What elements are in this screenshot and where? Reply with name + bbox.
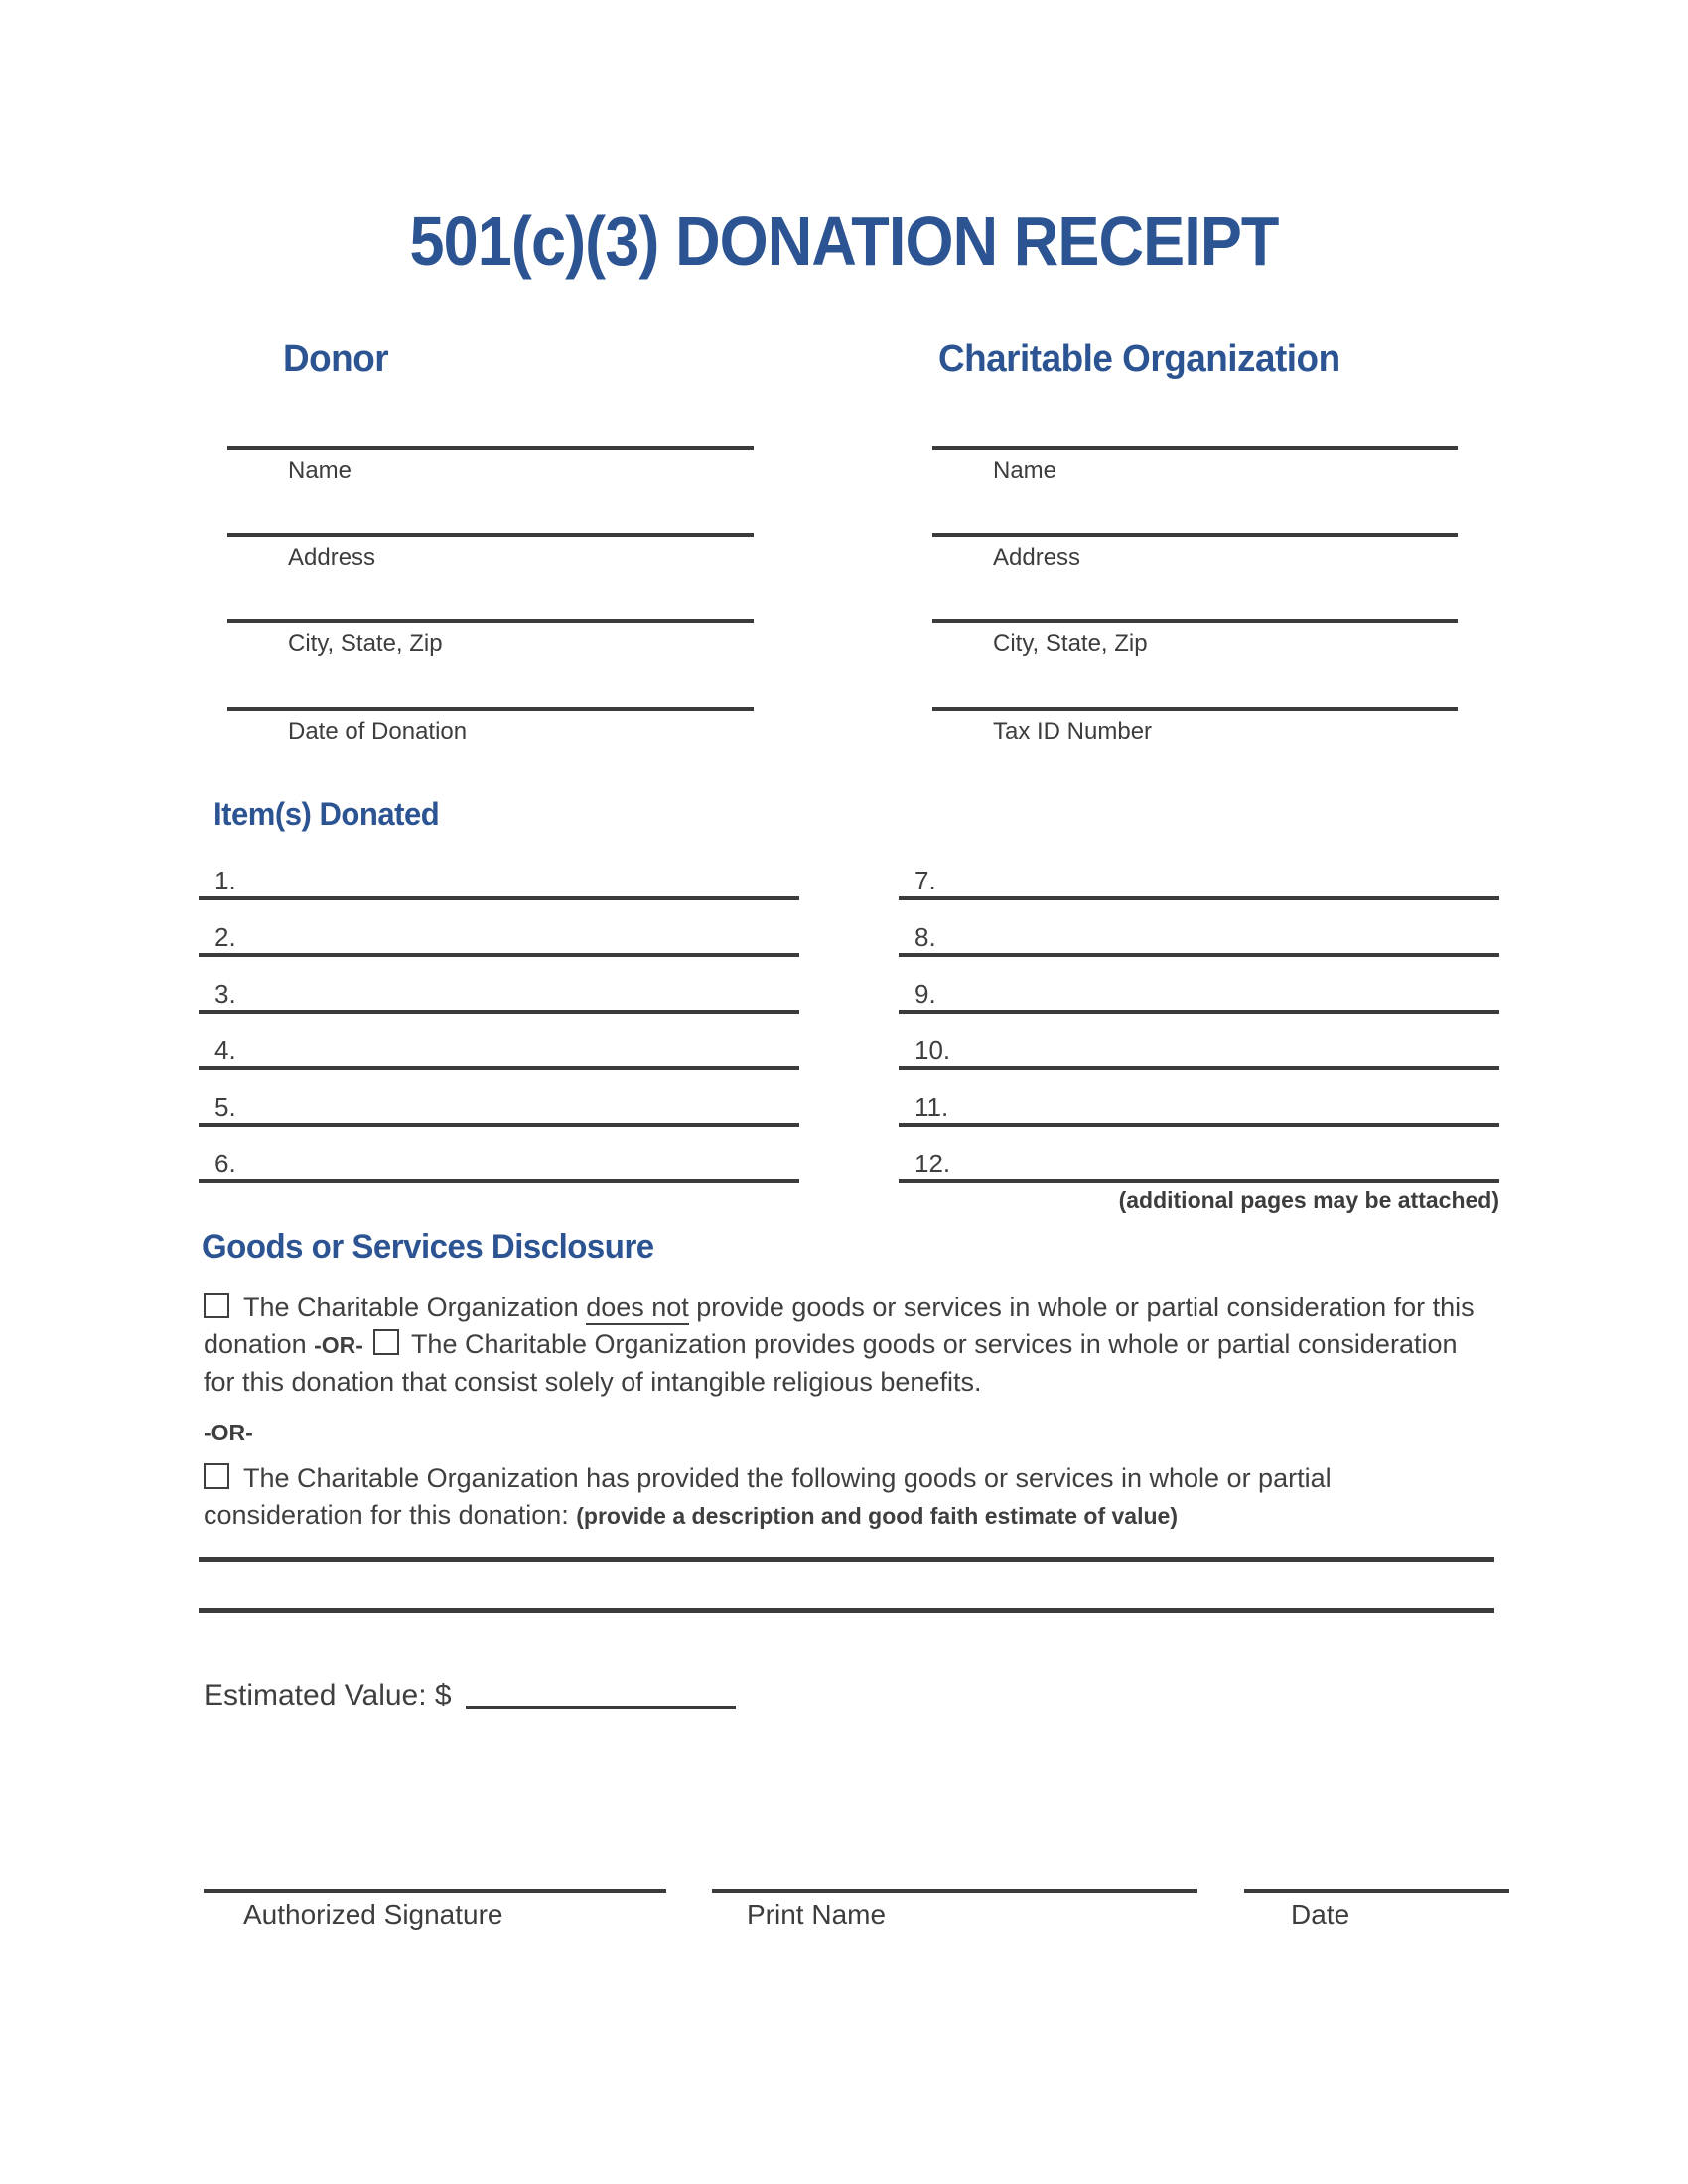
disclosure-provided-text: The Charitable Organization has provided the following goods or services in whole or partial consideration for this donation: [204,1463,1332,1530]
checkbox-has-provided-goods[interactable] [204,1463,229,1489]
org-name-label: Name [993,457,1057,483]
org-city-state-zip-label: City, State, Zip [993,630,1148,657]
item-line-2[interactable] [199,916,799,957]
goods-services-disclosure-heading: Goods or Services Disclosure [202,1228,654,1266]
disclosure-text-post: The Charitable Organization provides goods or services in whole or partial consideration for this donation that consist solely of intangible religious benefits. [204,1329,1458,1397]
item-line-4[interactable] [199,1029,799,1070]
checkbox-intangible-religious-benefits[interactable] [373,1329,399,1355]
page-title: 501(c)(3) DONATION RECEIPT [409,203,1279,280]
org-city-state-zip-line[interactable] [932,619,1458,623]
estimated-value-row [204,1676,736,1711]
item-line-12[interactable] [899,1143,1499,1183]
item-number-12: 12. [914,1149,951,1178]
donor-name-line[interactable] [227,446,754,450]
org-address-line[interactable] [932,533,1458,537]
item-number-5: 5. [214,1092,236,1122]
donor-section-heading: Donor [283,339,389,380]
or-divider: -OR- [204,1420,253,1445]
item-number-1: 1. [214,866,236,895]
print-name-label: Print Name [747,1899,887,1930]
org-tax-id-label: Tax ID Number [993,718,1153,745]
item-line-10[interactable] [899,1029,1499,1070]
item-line-5[interactable] [199,1086,799,1127]
donor-name-label: Name [288,457,352,483]
estimated-value-label: Estimated Value: $ [204,1679,452,1711]
disclosure-text-mid: provide goods or services in whole or partial consideration for this donation [204,1293,1475,1359]
description-line-2[interactable] [199,1608,1494,1613]
checkbox-does-not-provide-goods[interactable] [204,1293,229,1318]
item-number-9: 9. [914,979,936,1009]
disclosure-does-not-underlined: does not [586,1293,689,1325]
item-number-2: 2. [214,922,236,952]
item-line-7[interactable] [899,860,1499,900]
item-line-11[interactable] [899,1086,1499,1127]
authorized-signature-line[interactable] [204,1889,666,1893]
items-donated-heading: Item(s) Donated [213,796,440,832]
disclosure-provided-note: (provide a description and good faith estimate of value) [576,1503,1178,1529]
disclosure-options-paragraph [204,1290,1489,1401]
donor-address-label: Address [288,544,376,571]
item-line-9[interactable] [899,973,1499,1014]
estimated-value-line[interactable] [466,1706,736,1709]
donor-date-of-donation-label: Date of Donation [288,718,468,745]
item-number-11: 11. [914,1092,949,1122]
date-line[interactable] [1244,1889,1509,1893]
item-number-6: 6. [214,1149,236,1178]
item-number-10: 10. [914,1035,951,1065]
item-line-6[interactable] [199,1143,799,1183]
disclosure-text-pre: The Charitable Organization [243,1293,587,1322]
donor-city-state-zip-line[interactable] [227,619,754,623]
donor-address-line[interactable] [227,533,754,537]
additional-pages-note: (additional pages may be attached) [1118,1187,1499,1213]
organization-section-heading: Charitable Organization [938,339,1340,380]
item-line-1[interactable] [199,860,799,900]
org-tax-id-line[interactable] [932,707,1458,711]
org-name-line[interactable] [932,446,1458,450]
item-number-4: 4. [214,1035,236,1065]
authorized-signature-label: Authorized Signature [243,1899,503,1930]
disclosure-inline-or: -OR- [314,1332,363,1358]
item-number-3: 3. [214,979,236,1009]
item-line-8[interactable] [899,916,1499,957]
disclosure-provided-paragraph [204,1460,1489,1535]
org-address-label: Address [993,544,1081,571]
item-number-8: 8. [914,922,936,952]
donor-date-of-donation-line[interactable] [227,707,754,711]
print-name-line[interactable] [712,1889,1197,1893]
description-line-1[interactable] [199,1557,1494,1562]
date-label: Date [1291,1899,1350,1930]
donor-city-state-zip-label: City, State, Zip [288,630,443,657]
item-line-3[interactable] [199,973,799,1014]
item-number-7: 7. [914,866,936,895]
